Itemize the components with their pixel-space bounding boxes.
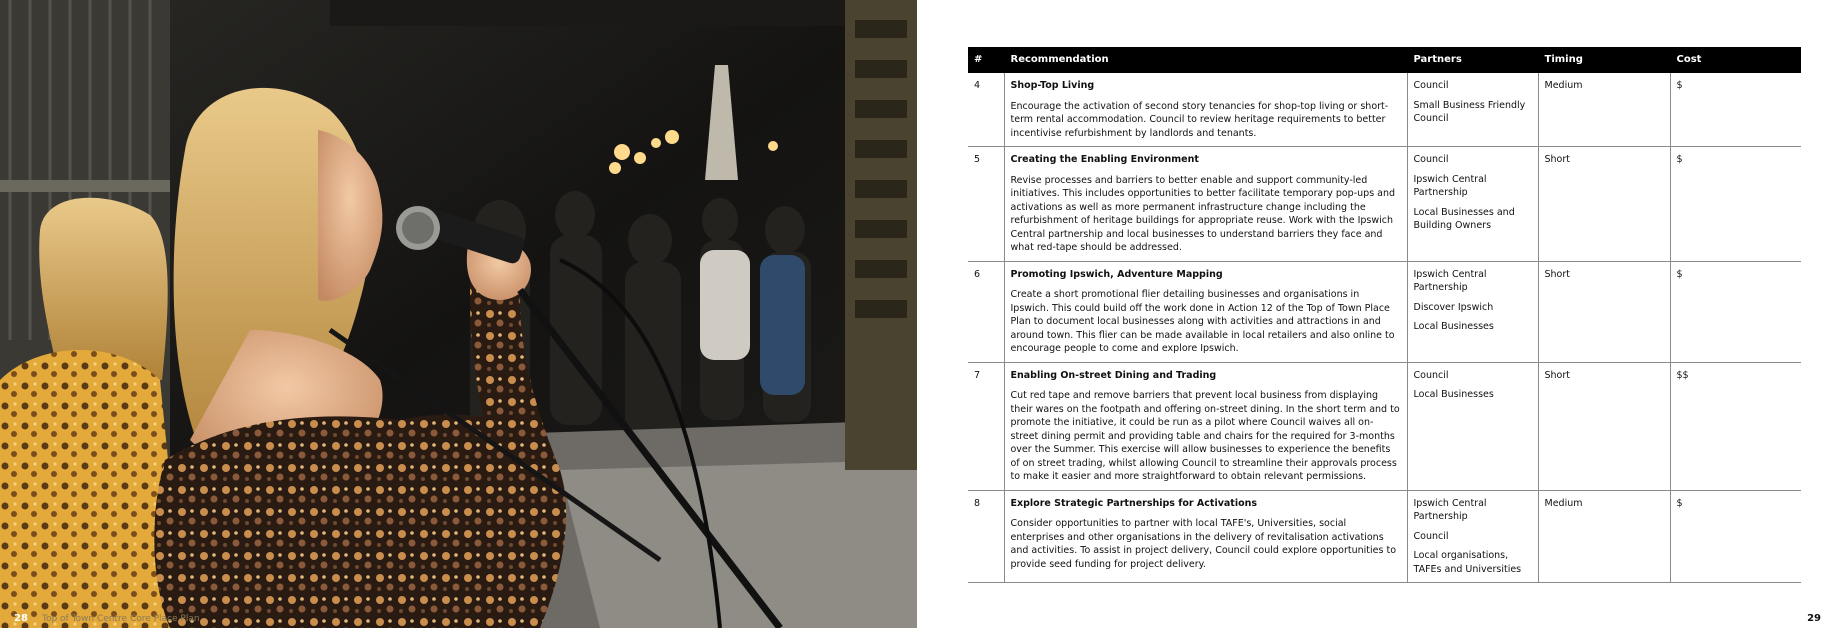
recommendation-title: Enabling On-street Dining and Trading (1010, 369, 1217, 381)
row-number: 8 (968, 490, 1004, 583)
recommendation-cell (1004, 147, 1407, 262)
timing-cell: Medium (1538, 490, 1670, 583)
singer-photo-illustration (0, 0, 917, 628)
timing-cell: Short (1538, 261, 1670, 362)
left-page-number: 28 (14, 613, 28, 624)
right-page-number: 29 (1807, 613, 1821, 624)
table-row (968, 362, 1801, 490)
cost-cell: $ (1670, 261, 1801, 362)
partner-item: Local Businesses and Building Owners (1413, 206, 1515, 231)
row-number: 4 (968, 73, 1004, 147)
header-cost: Cost (1670, 47, 1801, 73)
partner-item: Local Businesses (1413, 321, 1494, 332)
table-row (968, 73, 1801, 147)
cost-cell: $$ (1670, 362, 1801, 490)
timing-cell: Short (1538, 147, 1670, 262)
partner-item: Council (1413, 530, 1449, 542)
row-number: 5 (968, 147, 1004, 262)
recommendation-description: Consider opportunities to partner with local TAFE's, Universities, social enterprises and other organisations in the delivery of revitalisation activations and activities. To assist in project delivery, Council could explore opportunities to provide seed funding for project delivery. (1010, 518, 1397, 570)
partner-item: Local Businesses (1413, 389, 1494, 400)
partners-cell (1407, 490, 1538, 583)
partners-cell (1407, 362, 1538, 490)
header-partners: Partners (1407, 47, 1538, 73)
partner-item: Council (1413, 369, 1449, 381)
left-page-caption: Top of Town Centre Core Place Plan (42, 614, 200, 624)
partner-item: Ipswich Central Partnership (1413, 497, 1487, 522)
recommendation-title: Promoting Ipswich, Adventure Mapping (1010, 268, 1223, 280)
recommendation-description: Encourage the activation of second story tenancies for shop-top living or short-term rental accommodation. Council to review heritage requirements to better incentivise refurbishment by landlords and tenants. (1010, 100, 1389, 139)
partner-item: Ipswich Central Partnership (1413, 173, 1487, 198)
table-row (968, 147, 1801, 262)
partner-item: Council (1413, 80, 1449, 91)
recommendation-description: Revise processes and barriers to better enable and support community-led initiatives. This includes opportunities to better facilitate temporary pop-ups and activations as well as more permanent infrastructure change including the refurbishment of heritage buildings for appropriate reuse. Work with the Ipswich Central partnership and local businesses to understand barriers they face and what red-tape should be addressed. (1010, 174, 1396, 253)
partner-item: Local organisations, TAFEs and Universities (1413, 550, 1522, 575)
cost-cell: $ (1670, 490, 1801, 583)
partner-item: Council (1413, 154, 1449, 165)
header-recommendation: Recommendation (1004, 47, 1407, 73)
partner-item: Ipswich Central Partnership (1413, 268, 1487, 293)
header-timing: Timing (1538, 47, 1670, 73)
row-number: 6 (968, 261, 1004, 362)
recommendation-title: Explore Strategic Partnerships for Activations (1010, 497, 1258, 509)
partner-item: Discover Ipswich (1413, 301, 1494, 313)
recommendation-title: Creating the Enabling Environment (1010, 154, 1199, 165)
recommendations-table (968, 47, 1801, 583)
partners-cell (1407, 73, 1538, 147)
recommendation-description: Create a short promotional flier detailing businesses and organisations in Ipswich. This could build off the work done in Action 12 of the Top of Town Place Plan to document local businesses along with activities and attractions in and around town. This flier can be made available in local retailers and also online to encourage people to come and explore Ipswich. (1010, 289, 1395, 354)
row-number: 7 (968, 362, 1004, 490)
recommendation-cell (1004, 73, 1407, 147)
singer-photo (0, 0, 917, 628)
timing-cell: Short (1538, 362, 1670, 490)
recommendation-cell (1004, 362, 1407, 490)
table-row (968, 261, 1801, 362)
recommendation-cell (1004, 490, 1407, 583)
recommendation-title: Shop-Top Living (1010, 80, 1095, 91)
recommendation-cell (1004, 261, 1407, 362)
partners-cell (1407, 147, 1538, 262)
header-number: # (968, 47, 1004, 73)
table-row (968, 490, 1801, 583)
recommendation-description: Cut red tape and remove barriers that prevent local business from displaying their wares on the footpath and offering on-street dining. In the short term and to promote the initiative, it could be run as a pilot where Council waives all on-street dining permit and providing table and chairs for the required for 3-months over the Summer. This exercise will allow businesses to experience the benefits of on street trading, whilst allowing Council to streamline their approvals process to make it easier and more straightforward to obtain relevant permissions. (1010, 390, 1400, 482)
partner-item: Small Business Friendly Council (1413, 99, 1526, 124)
table-body (968, 73, 1801, 583)
partners-cell (1407, 261, 1538, 362)
timing-cell: Medium (1538, 73, 1670, 147)
cost-cell: $ (1670, 147, 1801, 262)
cost-cell: $ (1670, 73, 1801, 147)
table-header-row (968, 47, 1801, 73)
